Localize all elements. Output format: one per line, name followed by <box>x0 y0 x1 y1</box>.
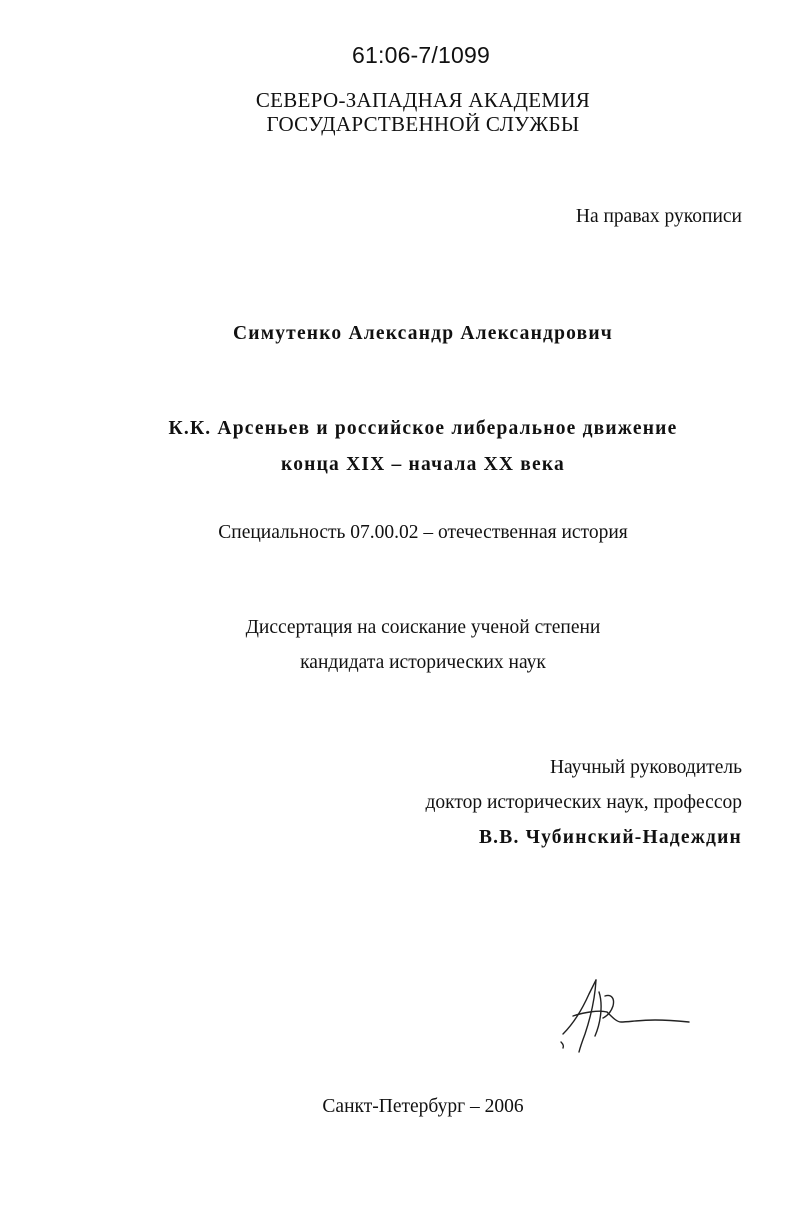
library-stamp-number: 61:06-7/1099 <box>352 42 490 68</box>
specialty: Специальность 07.00.02 – отечественная история <box>218 522 628 543</box>
institution-line-1: СЕВЕРО-ЗАПАДНАЯ АКАДЕМИЯ <box>255 88 591 112</box>
dissertation-line-1: Диссертация на соискание ученой степени <box>245 617 601 638</box>
handwritten-signature <box>555 972 695 1062</box>
rights-notice: На правах рукописи <box>575 206 742 227</box>
title-line-1: К.К. Арсеньев и российское либеральное движение <box>168 418 678 439</box>
institution-line-2: ГОСУДАРСТВЕННОЙ СЛУЖБЫ <box>266 112 580 136</box>
author-name: Симутенко Александр Александрович <box>233 323 613 344</box>
dissertation-line-2: кандидата исторических наук <box>300 652 546 673</box>
title-line-2: конца XIX – начала XX века <box>281 454 565 475</box>
supervisor-degree: доктор исторических наук, профессор <box>425 792 742 813</box>
city-and-year: Санкт-Петербург – 2006 <box>322 1096 524 1117</box>
supervisor-name: В.В. Чубинский-Надеждин <box>478 827 742 848</box>
supervisor-role: Научный руководитель <box>549 757 742 778</box>
